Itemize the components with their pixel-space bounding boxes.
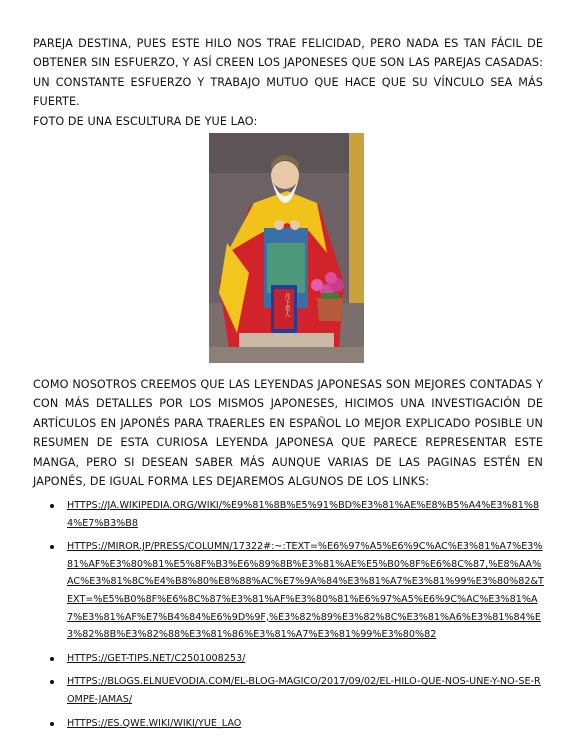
statue-illustration — [209, 133, 364, 363]
list-item — [50, 650, 545, 668]
yue-lao-statue-photo — [209, 133, 364, 363]
link-miror[interactable]: HTTPS://MIROR.JP/PRESS/COLUMN/17322#:~:TEXT=%E6%97%A5%E6%9C%AC%E3%81%A7%E3%81%AF%E3%80%81%E5%8F%B3%E6%89%8B%E3%81%AE%E5%B0%8F%E6%8C%87,%E8%AA%AC%E3%81%8C%E4%B8%80%E8%88%AC%E7%9A%84%E3%81%A7%E3%81%99%E3%80%82&TEXT=%E5%B0%8F%E6%8C%87%E3%81%AF%E3%80%81%E6%97%A5%E6%9C%AC%E3%81%A7%E3%81%AF%E7%B4%84%E6%9D%9F,%E3%82%89%E3%82%8C%E3%81%A6%E3%81%84%E3%82%8B%E3%82%88%E3%81%86%E3%81%A7%E3%81%99%E3%80%82 — [67, 541, 544, 641]
link-elnuevodia[interactable]: HTTPS://BLOGS.ELNUEVODIA.COM/EL-BLOG-MAGICO/2017/09/02/EL-HILO-QUE-NOS-UNE-Y-NO-SE-ROMPE-JAMAS/ — [67, 676, 541, 705]
intro-text: PAREJA DESTINA, PUES ESTE HILO NOS TRAE FELICIDAD, PERO NADA ES TAN FÁCIL DE OBTENER SIN ESFUERZO, Y ASÍ CREEN LOS JAPONESES QUE SON LAS PAREJAS CASADAS: UN CONSTANTE ESFUERZO Y TRABAJO MUTUO QUE HACE QUE SU VÍNCULO SEA MÁS FUERTE. — [33, 37, 543, 109]
link-get-tips[interactable]: HTTPS://GET-TIPS.NET/C2501008253/ — [67, 652, 246, 664]
research-paragraph: COMO NOSOTROS CREEMOS QUE LAS LEYENDAS JAPONESAS SON MEJORES CONTADAS Y CON MÁS DETALLES POR LOS MISMOS JAPONESES, HICIMOS UNA INVESTIGACIÓN DE ARTÍCULOS EN JAPONÉS PARA TRAERLES EN ESPAÑOL LO MEJOR EXPLICADO POSIBLE UN RESUMEN DE ESTA CURIOSA LEYENDA JAPONESA QUE PARECE REPRESENTAR ESTE MANGA, PERO SI DESEAN SABER MÁS AUNQUE VARIAS DE LAS PAGINAS ESTÉN EN JAPONÉS, DE IGUAL FORMA LES DEJAREMOS ALGUNOS DE LOS LINKS: — [33, 378, 543, 489]
bullet-icon — [50, 722, 54, 726]
list-item — [50, 538, 545, 644]
link-qwe-wiki[interactable]: HTTPS://ES.QWE.WIKI/WIKI/YUE_LAO — [67, 717, 242, 729]
links-list — [50, 497, 545, 738]
intro-paragraph — [33, 34, 543, 131]
bullet-icon — [50, 545, 54, 549]
photo-caption: FOTO DE UNA ESCULTURA DE YUE LAO: — [33, 114, 258, 128]
list-item — [50, 715, 545, 733]
bullet-icon — [50, 680, 54, 684]
link-ja-wikipedia[interactable]: HTTPS://JA.WIKIPEDIA.ORG/WIKI/%E9%81%8B%E5%91%BD%E3%81%AE%E8%B5%A4%E3%81%84%E7%B3%B8 — [67, 500, 540, 529]
bullet-icon — [50, 657, 54, 661]
list-item — [50, 497, 545, 532]
list-item — [50, 673, 545, 708]
plaque-text: 月下老人 — [283, 293, 290, 317]
bullet-icon — [50, 504, 54, 508]
